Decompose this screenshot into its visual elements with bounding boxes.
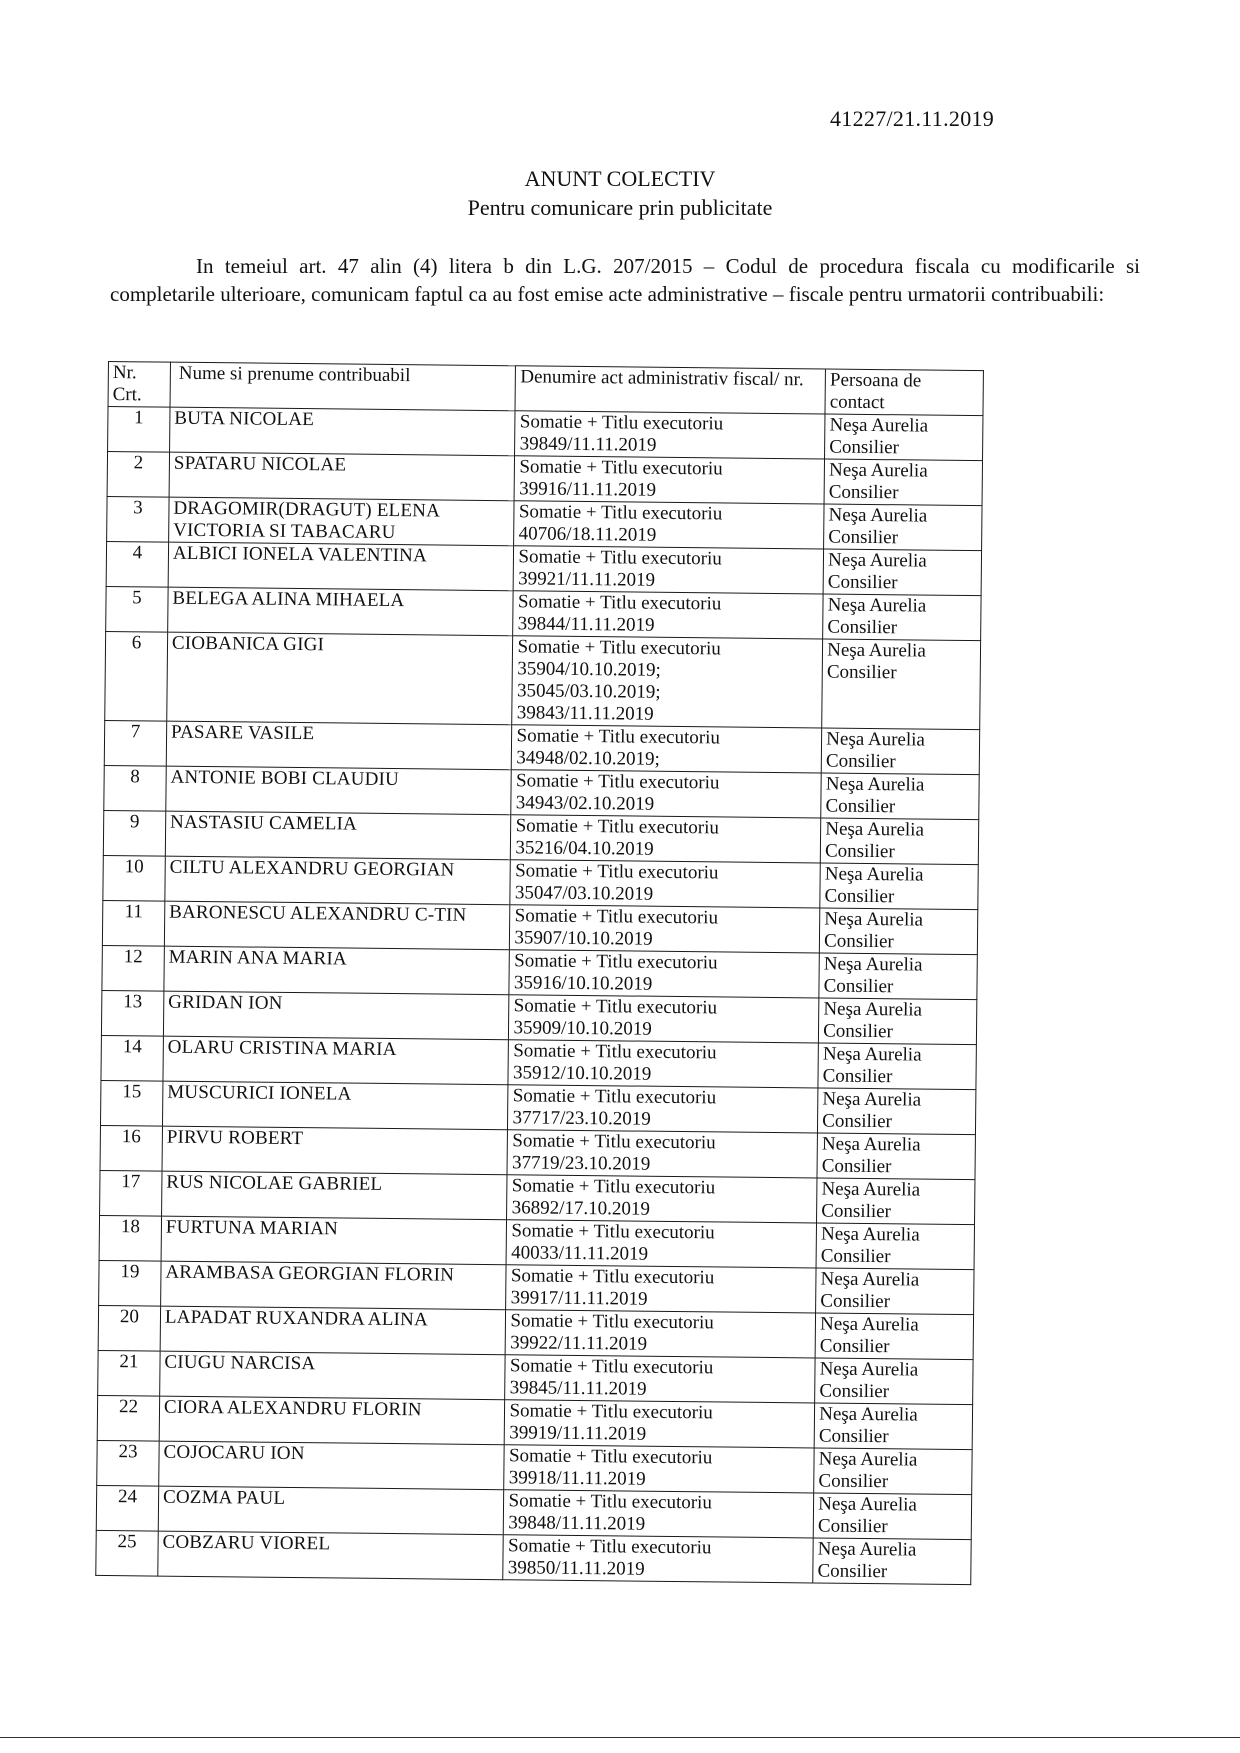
act-number: 39845/11.11.2019 — [509, 1377, 647, 1400]
act-number: 35916/10.10.2019 — [513, 972, 653, 995]
contact-role: Consilier — [819, 1380, 890, 1403]
act-type: Somatie + Titlu executoriu — [511, 1220, 715, 1244]
contact-role: Consilier — [828, 526, 899, 549]
act-type: Somatie + Titlu executoriu — [510, 1265, 715, 1289]
taxpayer-name: CIORA ALEXANDRU FLORIN — [159, 1396, 505, 1445]
document-title: ANUNT COLECTIV — [524, 166, 716, 191]
taxpayer-name: GRIDAN ION — [163, 991, 509, 1040]
taxpayer-name: NASTASIU CAMELIA — [165, 811, 511, 860]
taxpayer-name: BELEGA ALINA MIHAELA — [168, 587, 514, 636]
contact-person: Neşa Aurelia — [822, 1043, 922, 1066]
taxpayer-name: MARIN ANA MARIA — [164, 946, 510, 995]
row-number: 23 — [97, 1440, 159, 1486]
contact-role: Consilier — [817, 1560, 888, 1583]
act-cell — [505, 1355, 815, 1403]
act-cell — [511, 815, 821, 863]
act-cell — [503, 1535, 813, 1583]
contact-role: Consilier — [820, 1245, 891, 1268]
act-number: 39850/11.11.2019 — [507, 1557, 645, 1580]
act-number: 34943/02.10.2019 — [515, 792, 655, 815]
contact-person: Neşa Aurelia — [824, 863, 924, 886]
contact-person: Neşa Aurelia — [820, 1223, 920, 1246]
act-cell — [515, 411, 825, 459]
act-number: 35907/10.10.2019 — [514, 927, 653, 950]
row-number: 9 — [103, 810, 165, 856]
act-number: 35047/03.10.2019 — [514, 882, 654, 905]
act-cell — [507, 1130, 817, 1178]
act-cell — [506, 1310, 816, 1358]
contact-person: Neşa Aurelia — [819, 1358, 919, 1381]
act-type: Somatie + Titlu executoriu — [518, 546, 722, 570]
intro-paragraph: In temeiul art. 47 alin (4) litera b din L.G. 207/2015 – Codul de procedura fiscala cu modificarile si completarile ulterioare, comunicam faptul ca au fost emise acte administrative – fiscale pentru urmatorii contribuabili: — [110, 254, 1140, 306]
contact-cell — [821, 728, 979, 775]
row-number: 13 — [101, 990, 163, 1036]
contact-person: Neşa Aurelia — [823, 998, 923, 1021]
contact-cell — [816, 1268, 974, 1315]
act-cell — [507, 1175, 817, 1223]
taxpayer-name: COZMA PAUL — [158, 1486, 504, 1535]
act-cell — [512, 636, 823, 728]
page-bottom-rule — [0, 1737, 1240, 1738]
contact-role: Consilier — [827, 616, 898, 639]
act-cell — [513, 591, 823, 639]
contact-person: Neşa Aurelia — [827, 594, 927, 617]
contact-cell — [819, 998, 977, 1045]
contact-cell — [825, 414, 983, 461]
act-type: Somatie + Titlu executoriu — [514, 905, 719, 929]
registration-number: 41227/21.11.2019 — [830, 106, 995, 131]
contact-person: Neşa Aurelia — [827, 549, 927, 572]
row-number: 12 — [102, 945, 164, 991]
contact-person: Neşa Aurelia — [827, 639, 926, 662]
taxpayer-name: MUSCURICI IONELA — [162, 1081, 508, 1130]
act-type: Somatie + Titlu executoriu — [515, 860, 719, 884]
contact-role: Consilier — [824, 885, 895, 908]
act-number: 36892/17.10.2019 — [511, 1197, 651, 1220]
row-number: 20 — [98, 1305, 160, 1351]
act-cell — [505, 1400, 815, 1448]
row-number: 25 — [96, 1530, 158, 1576]
row-number: 22 — [97, 1395, 159, 1441]
act-type: Somatie + Titlu executoriu — [510, 1310, 714, 1334]
header-nr: Nr. Crt. — [108, 362, 170, 408]
contact-cell — [815, 1358, 973, 1405]
contact-person: Neşa Aurelia — [820, 1268, 920, 1291]
contact-cell — [820, 818, 978, 865]
contact-role: Consilier — [825, 795, 896, 818]
contact-person: Neşa Aurelia — [829, 414, 929, 437]
taxpayer-name: OLARU CRISTINA MARIA — [163, 1036, 509, 1085]
row-number: 17 — [100, 1170, 162, 1216]
act-number: 39921/11.11.2019 — [518, 568, 656, 591]
header-act: Denumire act administrativ fiscal/ nr. — [515, 366, 825, 414]
act-number: 34948/02.10.2019; — [516, 747, 661, 770]
contact-person: Neşa Aurelia — [822, 1088, 922, 1111]
taxpayer-name: RUS NICOLAE GABRIEL — [161, 1171, 507, 1220]
act-type: Somatie + Titlu executoriu — [517, 591, 722, 615]
contact-role: Consilier — [828, 481, 899, 504]
contact-cell — [819, 953, 977, 1000]
act-number: 39843/11.11.2019 — [516, 702, 654, 725]
contact-person: Neşa Aurelia — [819, 1313, 919, 1336]
contact-cell — [818, 1088, 976, 1135]
taxpayer-name: CILTU ALEXANDRU GEORGIAN — [165, 856, 511, 905]
contact-person: Neşa Aurelia — [823, 953, 923, 976]
act-type: Somatie + Titlu executoriu — [508, 1445, 713, 1469]
contact-cell — [816, 1223, 974, 1270]
row-number: 16 — [100, 1125, 162, 1171]
act-type: Somatie + Titlu executoriu — [519, 411, 724, 435]
act-type: Somatie + Titlu executoriu — [511, 1175, 716, 1199]
contact-role: Consilier — [822, 1065, 893, 1088]
document-heading — [0, 164, 1240, 222]
contact-cell — [819, 908, 977, 955]
contact-cell — [823, 594, 981, 641]
act-number: 39922/11.11.2019 — [510, 1332, 648, 1355]
contact-cell — [814, 1403, 972, 1450]
contact-role: Consilier — [826, 661, 897, 684]
contact-role: Consilier — [823, 930, 894, 953]
contact-person: Neşa Aurelia — [825, 818, 925, 841]
contact-role: Consilier — [823, 975, 894, 998]
contact-cell — [815, 1313, 973, 1360]
row-number: 19 — [99, 1260, 161, 1306]
document-subtitle: Pentru comunicare prin publicitate — [467, 195, 773, 220]
contact-role: Consilier — [817, 1515, 888, 1538]
row-number: 15 — [100, 1080, 162, 1126]
taxpayer-name: BUTA NICOLAE — [169, 407, 515, 456]
contact-cell — [824, 504, 982, 551]
act-type: Somatie + Titlu executoriu — [515, 815, 720, 839]
contact-cell — [824, 459, 982, 506]
header-contact: Persoana de contact — [825, 369, 983, 416]
act-number: 37719/23.10.2019 — [511, 1152, 651, 1175]
contact-role: Consilier — [821, 1155, 892, 1178]
act-type: Somatie + Titlu executoriu — [507, 1535, 712, 1559]
act-cell — [504, 1445, 814, 1493]
act-cell — [509, 995, 819, 1043]
taxpayer-name: CIOBANICA GIGI — [167, 632, 513, 725]
header-name: Nume si prenume contribuabil — [170, 362, 516, 411]
contact-person: Neşa Aurelia — [828, 504, 928, 527]
act-type: Somatie + Titlu executoriu — [513, 1040, 717, 1064]
act-type: Somatie + Titlu executoriu — [513, 995, 718, 1019]
act-number: 35904/10.10.2019; — [517, 658, 661, 681]
contact-role: Consilier — [827, 571, 898, 594]
row-number: 2 — [107, 452, 169, 498]
taxpayer-name: COBZARU VIOREL — [158, 1531, 504, 1580]
taxpayer-name: DRAGOMIR(DRAGUT) ELENA VICTORIA SI TABACARU — [169, 497, 515, 546]
act-type: Somatie + Titlu executoriu — [518, 501, 723, 525]
act-number: 39917/11.11.2019 — [510, 1287, 648, 1310]
taxpayer-name: PASARE VASILE — [166, 721, 512, 770]
act-type: Somatie + Titlu executoriu — [517, 636, 721, 660]
contact-person: Neşa Aurelia — [825, 773, 925, 796]
act-cell — [509, 950, 819, 998]
act-type: Somatie + Titlu executoriu — [509, 1355, 714, 1379]
act-type: Somatie + Titlu executoriu — [512, 1085, 717, 1109]
act-cell — [514, 546, 824, 594]
act-type: Somatie + Titlu executoriu — [514, 950, 718, 974]
contact-role: Consilier — [819, 1335, 890, 1358]
act-type: Somatie + Titlu executoriu — [515, 770, 720, 794]
contact-person: Neşa Aurelia — [826, 728, 925, 751]
act-number: 40033/11.11.2019 — [511, 1242, 649, 1265]
act-cell — [507, 1220, 817, 1268]
taxpayer-name: SPATARU NICOLAE — [169, 452, 515, 501]
act-number: 39916/11.11.2019 — [519, 478, 657, 501]
taxpayer-name: COJOCARU ION — [159, 1441, 505, 1490]
contact-person: Neşa Aurelia — [824, 908, 924, 931]
act-cell — [514, 501, 824, 549]
contact-role: Consilier — [818, 1425, 889, 1448]
contact-role: Consilier — [820, 1290, 891, 1313]
contact-person: Neşa Aurelia — [819, 1403, 918, 1426]
row-number: 18 — [99, 1215, 161, 1261]
contact-cell — [817, 1133, 975, 1180]
act-number: 39919/11.11.2019 — [509, 1422, 647, 1445]
contact-role: Consilier — [822, 1110, 892, 1133]
act-number: 35912/10.10.2019 — [512, 1062, 652, 1085]
act-type: Somatie + Titlu executoriu — [512, 1130, 716, 1154]
contact-person: Neşa Aurelia — [828, 459, 928, 482]
act-type: Somatie + Titlu executoriu — [516, 725, 721, 749]
table-row — [105, 631, 981, 729]
row-number: 8 — [104, 765, 166, 811]
contact-cell — [820, 863, 978, 910]
contact-cell — [814, 1448, 972, 1495]
act-cell — [511, 770, 821, 818]
contact-cell — [821, 773, 979, 820]
row-number: 14 — [101, 1035, 163, 1081]
taxpayer-name: PIRVU ROBERT — [162, 1126, 508, 1175]
act-number: 39918/11.11.2019 — [508, 1467, 646, 1490]
table-row — [96, 1530, 971, 1584]
row-number: 1 — [108, 407, 170, 453]
row-number: 11 — [102, 900, 164, 946]
row-number: 4 — [106, 541, 168, 587]
act-cell — [504, 1490, 814, 1538]
contact-role: Consilier — [821, 1200, 892, 1223]
contact-cell — [818, 1043, 976, 1090]
contact-role: Consilier — [818, 1470, 889, 1493]
row-number: 24 — [96, 1485, 158, 1531]
act-type: Somatie + Titlu executoriu — [519, 456, 723, 480]
act-number: 35909/10.10.2019 — [513, 1017, 652, 1040]
act-type: Somatie + Titlu executoriu — [509, 1400, 713, 1424]
table-body — [96, 407, 983, 1585]
row-number: 21 — [98, 1350, 160, 1396]
act-number: 40706/18.11.2019 — [518, 523, 657, 546]
contact-person: Neşa Aurelia — [818, 1448, 918, 1471]
contact-person: Neşa Aurelia — [821, 1133, 921, 1156]
contact-cell — [813, 1493, 971, 1540]
contact-role: Consilier — [824, 840, 895, 863]
act-type: Somatie + Titlu executoriu — [508, 1490, 713, 1514]
act-number: 37717/23.10.2019 — [512, 1107, 651, 1130]
taxpayer-name: CIUGU NARCISA — [160, 1351, 506, 1400]
act-cell — [515, 456, 825, 504]
act-cell — [510, 905, 820, 953]
taxpayers-table — [95, 361, 984, 1585]
act-cell — [512, 725, 822, 773]
taxpayer-name: ARAMBASA GEORGIAN FLORIN — [161, 1261, 507, 1310]
contact-person: Neşa Aurelia — [818, 1493, 917, 1516]
row-number: 10 — [103, 855, 165, 901]
row-number: 3 — [107, 496, 169, 542]
taxpayer-name: ANTONIE BOBI CLAUDIU — [166, 766, 512, 815]
contact-role: Consilier — [829, 436, 900, 459]
row-number: 7 — [104, 720, 166, 766]
act-number: 39848/11.11.2019 — [508, 1512, 646, 1535]
taxpayer-name: FURTUNA MARIAN — [161, 1216, 507, 1265]
taxpayer-name: BARONESCU ALEXANDRU C-TIN — [164, 901, 510, 950]
act-number: 39849/11.11.2019 — [519, 433, 657, 456]
act-cell — [508, 1040, 818, 1088]
contact-cell — [823, 549, 981, 596]
contact-person: Neşa Aurelia — [817, 1538, 917, 1561]
contact-role: Consilier — [823, 1020, 893, 1043]
row-number: 5 — [106, 586, 168, 632]
contact-cell — [822, 639, 981, 730]
act-cell — [508, 1085, 818, 1133]
contact-cell — [817, 1178, 975, 1225]
contact-cell — [813, 1538, 971, 1585]
taxpayer-name: ALBICI IONELA VALENTINA — [168, 542, 514, 591]
row-number: 6 — [105, 631, 168, 721]
act-cell — [506, 1265, 816, 1313]
act-cell — [510, 860, 820, 908]
act-number: 35216/04.10.2019 — [515, 837, 654, 860]
contact-role: Consilier — [825, 750, 896, 773]
act-number: 39844/11.11.2019 — [517, 613, 655, 636]
act-number: 35045/03.10.2019; — [516, 680, 661, 703]
contact-person: Neşa Aurelia — [821, 1178, 921, 1201]
taxpayer-name: LAPADAT RUXANDRA ALINA — [160, 1306, 506, 1355]
